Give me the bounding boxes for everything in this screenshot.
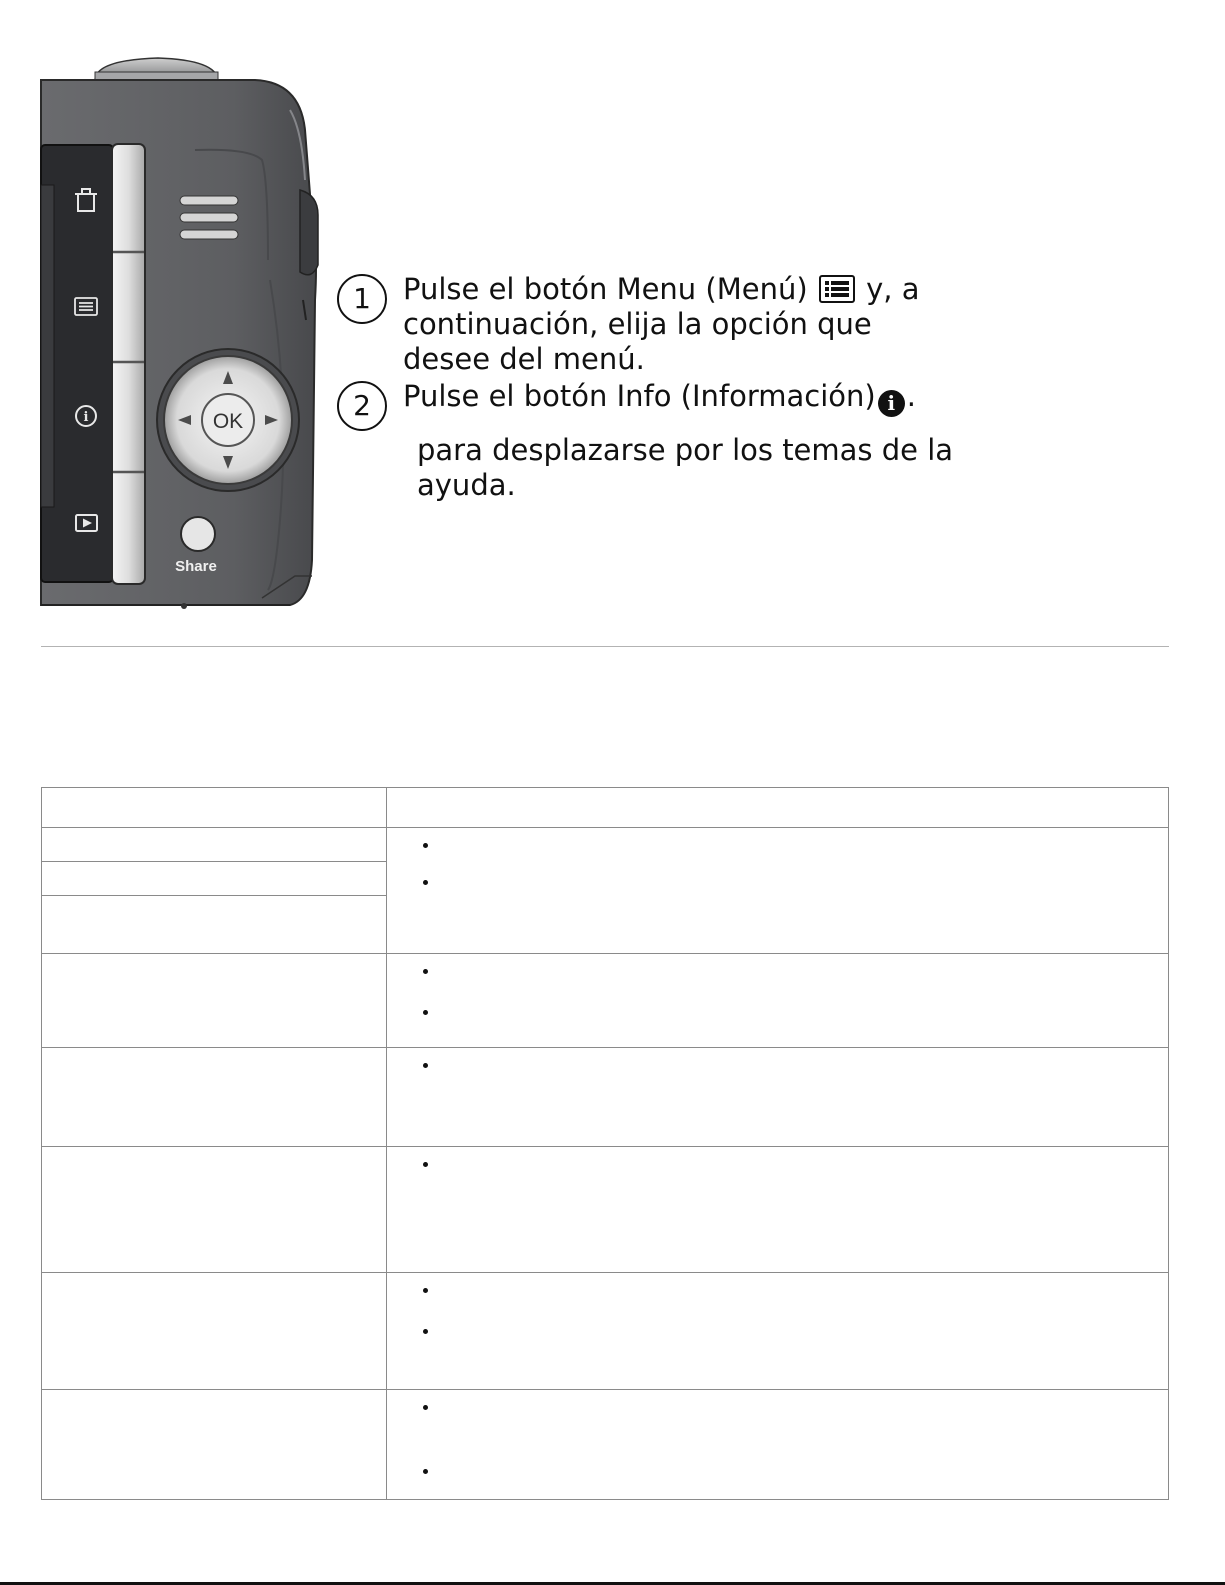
bullet-list bbox=[387, 960, 1168, 1023]
step-1-text: Pulse el botón Menu (Menú) bbox=[403, 272, 808, 306]
table-row bbox=[42, 828, 1169, 862]
table-cell bbox=[387, 1048, 1169, 1147]
bullet-list bbox=[387, 834, 1168, 893]
bullet-list bbox=[387, 1054, 1168, 1076]
navigation-hint bbox=[335, 433, 955, 503]
instructions bbox=[335, 272, 955, 503]
table-cell bbox=[42, 828, 387, 862]
list-item bbox=[427, 1279, 1168, 1301]
step-2-text-end: . bbox=[906, 379, 916, 413]
step-2-text: Pulse el botón Info (Información) bbox=[403, 379, 876, 413]
bullet-list bbox=[387, 1153, 1168, 1175]
ok-label: OK bbox=[212, 410, 244, 433]
strap-bump bbox=[300, 190, 318, 275]
navigation-hint-text: para desplazarse por los temas de la ayuda. bbox=[417, 433, 954, 502]
bullet-list bbox=[387, 1396, 1168, 1482]
table-row bbox=[42, 954, 1169, 1048]
table-cell bbox=[42, 862, 387, 896]
table-cell bbox=[42, 1147, 387, 1273]
step-1 bbox=[335, 272, 955, 377]
navigation-dial[interactable] bbox=[157, 349, 299, 491]
step-2 bbox=[335, 379, 955, 422]
table-header-cell bbox=[387, 788, 1169, 828]
list-item bbox=[427, 1320, 1168, 1342]
bullet-list bbox=[387, 1279, 1168, 1342]
list-item bbox=[427, 960, 1168, 982]
info-icon: i bbox=[878, 390, 905, 417]
table-cell bbox=[387, 1273, 1169, 1390]
list-item bbox=[427, 1001, 1168, 1023]
side-button-column[interactable] bbox=[112, 144, 145, 584]
list-item bbox=[427, 871, 1168, 893]
step-2-number: 2 bbox=[337, 381, 387, 431]
list-item bbox=[427, 1153, 1168, 1175]
share-label: Share bbox=[175, 558, 217, 575]
step-1-text-continued: y, a continuación, elija la opción que desee del menú. bbox=[403, 272, 920, 376]
table-row bbox=[42, 1390, 1169, 1500]
svg-text:i: i bbox=[83, 410, 89, 425]
table-cell bbox=[42, 954, 387, 1048]
menu-icon bbox=[819, 275, 855, 303]
table-row bbox=[42, 1048, 1169, 1147]
table-cell bbox=[387, 828, 1169, 954]
section-divider bbox=[41, 646, 1169, 647]
table-row bbox=[42, 1273, 1169, 1390]
list-item bbox=[427, 834, 1168, 856]
table-cell bbox=[42, 896, 387, 954]
table-header-row bbox=[42, 788, 1169, 828]
table-cell bbox=[387, 954, 1169, 1048]
table-cell bbox=[42, 1273, 387, 1390]
table-cell bbox=[42, 1048, 387, 1147]
list-item bbox=[427, 1054, 1168, 1076]
table-row bbox=[42, 1147, 1169, 1273]
list-item bbox=[427, 1460, 1168, 1482]
table-cell bbox=[387, 1390, 1169, 1500]
help-table bbox=[41, 787, 1169, 1500]
top-dial bbox=[95, 58, 218, 82]
table-cell bbox=[42, 1390, 387, 1500]
table-cell bbox=[387, 1147, 1169, 1273]
list-item bbox=[427, 1396, 1168, 1418]
step-1-number: 1 bbox=[337, 274, 387, 324]
table-header-cell bbox=[42, 788, 387, 828]
